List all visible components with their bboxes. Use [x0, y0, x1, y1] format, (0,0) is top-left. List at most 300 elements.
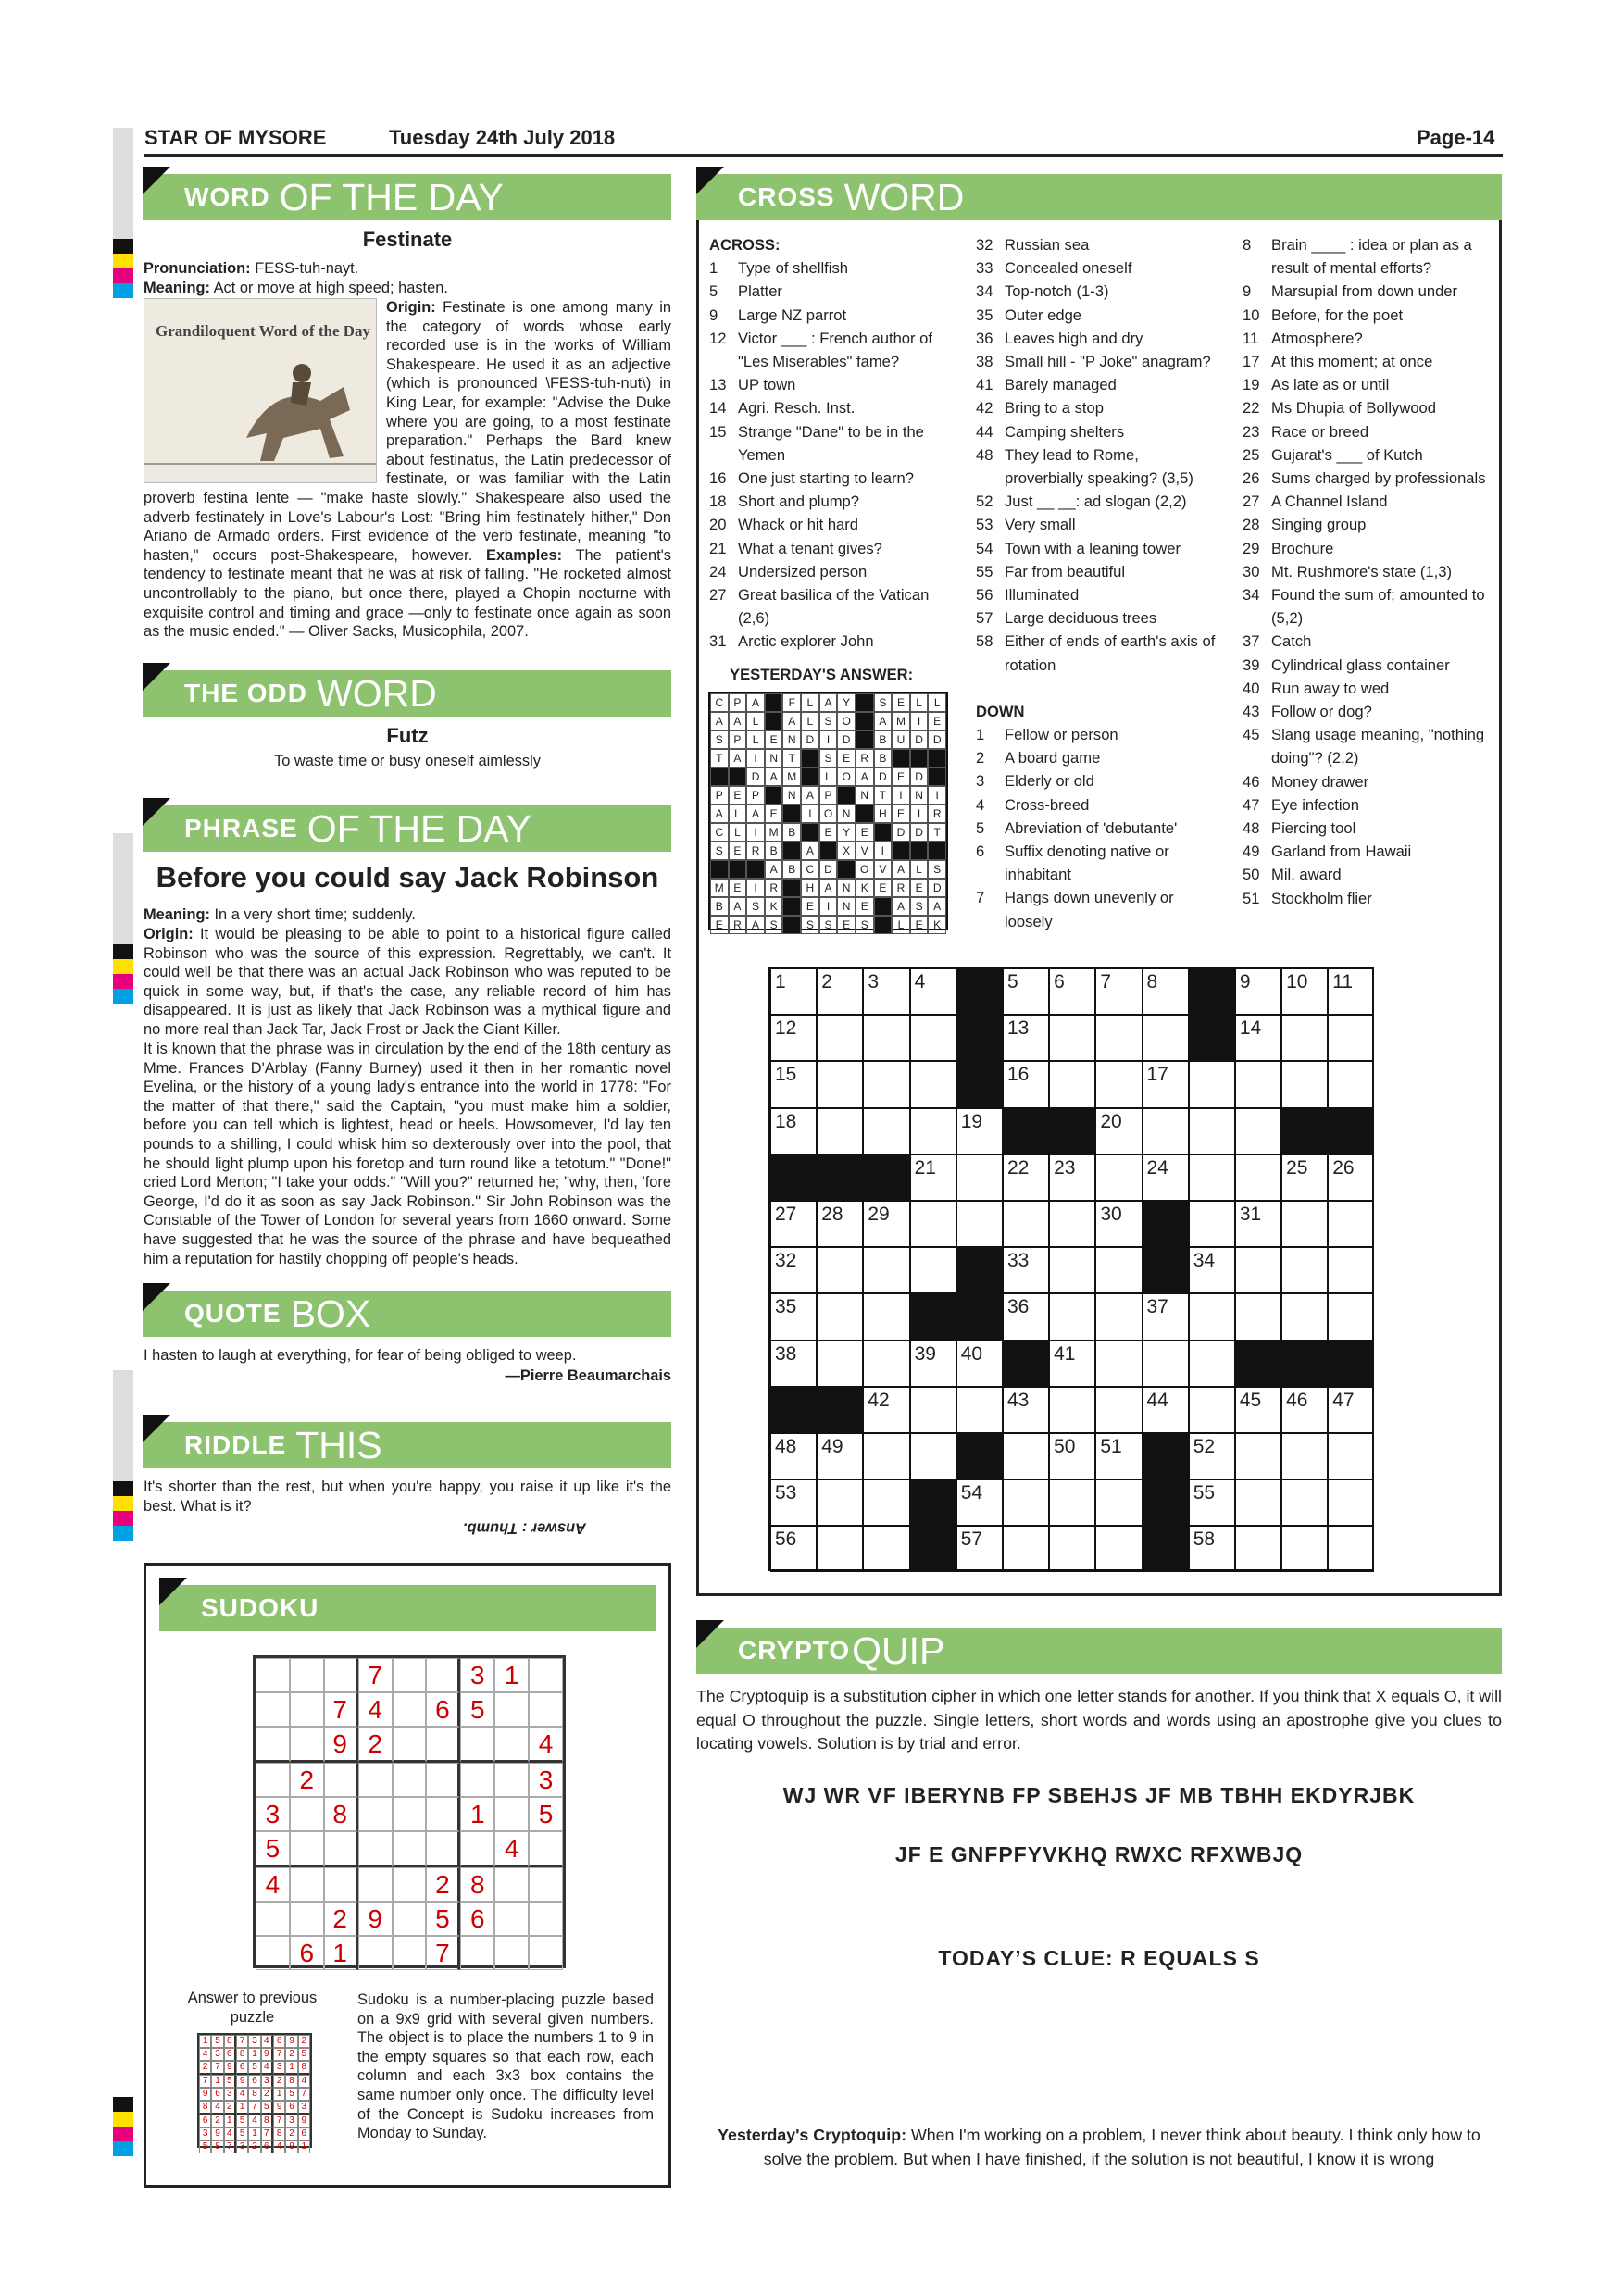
cell-number: 45 [1239, 1389, 1262, 1411]
cryptoquip-intro: The Cryptoquip is a substitution cipher in which one letter stands for another. If you think that X equals O, it will equal O throughout the puzzle. Single letters, short words and words using an apostrophe give you clues to locating vowels. Solution is by trial and error. [696, 1687, 1502, 1753]
sudoku-cell[interactable] [529, 1867, 563, 1902]
answer-cell: E [765, 805, 783, 823]
crossword-cell[interactable] [1003, 1479, 1049, 1526]
crossword-cell[interactable] [1281, 1015, 1328, 1061]
crossword-grid[interactable] [768, 967, 1374, 1571]
crossword-cell[interactable] [1281, 1479, 1328, 1526]
clue-number: 50 [1243, 866, 1260, 884]
sudoku-cell[interactable]: 2 [358, 1727, 393, 1763]
crossword-cell[interactable] [1189, 1061, 1235, 1107]
crossword-cell[interactable] [1003, 1154, 1049, 1201]
crossword-cell[interactable] [817, 1061, 863, 1107]
answer-cell: K [765, 897, 783, 916]
clue-number: 37 [1243, 632, 1260, 651]
sudoku-cell[interactable] [256, 1658, 290, 1692]
sudoku-cell[interactable] [494, 1692, 529, 1727]
crossword-cell[interactable] [817, 1247, 863, 1293]
crossword-cell[interactable] [910, 1247, 956, 1293]
sudoku-cell[interactable] [426, 1797, 460, 1831]
crossword-cell[interactable] [1143, 1293, 1189, 1340]
sudoku-cell[interactable]: 5 [460, 1692, 494, 1727]
crossword-cell[interactable] [817, 1341, 863, 1387]
sudoku-cell[interactable] [393, 1727, 427, 1763]
riddle-banner [143, 1422, 671, 1468]
sudoku-cell[interactable]: 4 [256, 1867, 290, 1902]
previous-answer-cell: 7 [236, 2035, 248, 2048]
sudoku-grid[interactable] [253, 1655, 566, 1968]
crossword-cell[interactable] [1281, 1526, 1328, 1572]
sudoku-cell[interactable] [256, 1727, 290, 1763]
riddle-answer: Answer : Thumb. [463, 1519, 586, 1537]
crossword-cell[interactable] [863, 1387, 909, 1433]
sudoku-cell[interactable] [358, 1831, 393, 1867]
clue-text: Sums charged by professionals [1271, 469, 1486, 488]
sudoku-cell[interactable]: 3 [460, 1658, 494, 1692]
sudoku-cell[interactable]: 5 [426, 1902, 460, 1936]
clue [1243, 723, 1488, 769]
clue [976, 420, 1221, 443]
crossword-cell[interactable] [863, 1061, 909, 1107]
sudoku-cell[interactable]: 7 [426, 1936, 460, 1970]
crossword-cell[interactable] [1189, 1108, 1235, 1154]
previous-answer-cell: 2 [285, 2048, 297, 2061]
clue [1243, 467, 1488, 490]
crossword-cell[interactable] [1328, 1247, 1374, 1293]
crossword-cell[interactable] [956, 1387, 1003, 1433]
previous-answer-cell: 3 [298, 2101, 310, 2115]
crossword-cell[interactable] [817, 1108, 863, 1154]
crossword-cell[interactable] [770, 1433, 817, 1479]
crossword-cell[interactable] [1003, 1247, 1049, 1293]
crossword-cell[interactable] [863, 1479, 909, 1526]
answer-cell [782, 897, 801, 916]
answer-cell [765, 786, 783, 805]
crossword-cell[interactable] [1235, 1201, 1281, 1247]
clue [976, 886, 1221, 932]
crossword-cell[interactable] [1003, 1061, 1049, 1107]
clue-text: One just starting to learn? [738, 469, 915, 488]
crossword-cell[interactable] [770, 1341, 817, 1387]
crossword-cell[interactable] [1003, 1526, 1049, 1572]
crossword-block [910, 1479, 956, 1526]
sudoku-cell[interactable] [358, 1763, 393, 1797]
crossword-cell[interactable] [817, 1479, 863, 1526]
crossword-block [1143, 1247, 1189, 1293]
crossword-cell[interactable] [863, 1293, 909, 1340]
answer-cell: K [856, 879, 874, 897]
clue-text: Eye infection [1271, 795, 1360, 814]
clue-text: Illuminated [1005, 586, 1080, 605]
crossword-cell[interactable] [1328, 1479, 1374, 1526]
crossword-cell[interactable] [956, 1201, 1003, 1247]
crossword-cell[interactable] [910, 968, 956, 1015]
crossword-cell[interactable] [1003, 1293, 1049, 1340]
sudoku-cell[interactable] [460, 1936, 494, 1970]
sudoku-cell[interactable] [529, 1658, 563, 1692]
crossword-cell[interactable] [1189, 1154, 1235, 1201]
clue-number: 34 [976, 282, 993, 301]
crossword-cell[interactable] [1003, 968, 1049, 1015]
crossword-cell[interactable] [1328, 1015, 1374, 1061]
sudoku-cell[interactable] [393, 1658, 427, 1692]
crossword-cell[interactable] [956, 1479, 1003, 1526]
crossword-cell[interactable] [1095, 1526, 1142, 1572]
sudoku-cell[interactable] [324, 1831, 358, 1867]
sudoku-cell[interactable]: 9 [358, 1902, 393, 1936]
crossword-cell[interactable] [1143, 968, 1189, 1015]
sudoku-cell[interactable] [290, 1867, 324, 1902]
sudoku-cell[interactable] [426, 1763, 460, 1797]
sudoku-cell[interactable] [290, 1727, 324, 1763]
crossword-cell[interactable] [1281, 968, 1328, 1015]
crossword-cell[interactable] [1328, 1061, 1374, 1107]
previous-answer-cell: 4 [248, 2115, 260, 2128]
crossword-cell[interactable] [770, 1479, 817, 1526]
sudoku-cell[interactable] [529, 1831, 563, 1867]
crossword-cell[interactable] [770, 1526, 817, 1572]
sudoku-cell[interactable] [290, 1902, 324, 1936]
phrase-history: It is known that the phrase was in circulation by the end of the 18th century as Mme. Frances D'Arblay (Fanny Burney) used it then in her romantic novel Evelina, or the history of a young lady's entrance into the world in 1778: "For the matter of that there," said the Captain, "you must make him a soldier, before you can tell which is lightest, head or heels. Howsomever, I'd lay ten pounds to a shilling, I could whisk him so dexterously over into the pool, that he should light plump upon his foretop and turn round like a tetotum." "Done!" cried Lord Merton; "I take your odds." "Will you?" returned he; "why, then, 'fore George, I'd do it as soon as say Jack Robinson." Sir John Robinson was the Constable of the Tower of London for several years from 1660 onward. Some have suggested that he was the source of the phrase and have bequeathed him a reputation for hastily chopping off people's heads. [144, 1041, 671, 1267]
sudoku-cell[interactable] [290, 1797, 324, 1831]
crossword-cell[interactable] [1235, 1108, 1281, 1154]
sudoku-cell[interactable]: 3 [256, 1797, 290, 1831]
sudoku-cell[interactable] [393, 1867, 427, 1902]
answer-cell: A [746, 693, 765, 712]
sudoku-cell[interactable] [324, 1763, 358, 1797]
answer-cell: R [856, 749, 874, 767]
crossword-cell[interactable] [910, 1061, 956, 1107]
crossword-cell[interactable] [1189, 1247, 1235, 1293]
crossword-cell[interactable] [1235, 1293, 1281, 1340]
crossword-cell[interactable] [817, 1433, 863, 1479]
crossword-cell[interactable] [1281, 1387, 1328, 1433]
crossword-cell[interactable] [817, 1526, 863, 1572]
clue-text: Atmosphere? [1271, 329, 1363, 347]
sudoku-cell[interactable] [393, 1797, 427, 1831]
crossword-cell[interactable] [863, 968, 909, 1015]
crossword-cell[interactable] [910, 1387, 956, 1433]
sudoku-cell[interactable] [290, 1831, 324, 1867]
crossword-cell[interactable] [1049, 1433, 1095, 1479]
crossword-cell[interactable] [1328, 1433, 1374, 1479]
previous-answer-cell: 7 [273, 2115, 285, 2128]
clue [1243, 420, 1488, 443]
sudoku-cell[interactable] [358, 1867, 393, 1902]
crossword-cell[interactable] [1143, 1154, 1189, 1201]
clue-text: They lead to Rome, proverbially speaking? (3,5) [1005, 445, 1193, 488]
sudoku-cell[interactable] [460, 1763, 494, 1797]
crossword-cell[interactable] [1143, 1387, 1189, 1433]
crossword-cell[interactable] [1003, 1387, 1049, 1433]
crossword-cell[interactable] [1049, 1479, 1095, 1526]
answer-cell: S [710, 730, 729, 749]
sudoku-cell[interactable] [358, 1797, 393, 1831]
crossword-cell[interactable] [1281, 1061, 1328, 1107]
crossword-block [1143, 1526, 1189, 1572]
previous-answer-cell: 6 [285, 2101, 297, 2115]
crossword-cell[interactable] [910, 1433, 956, 1479]
clue-text: Run away to wed [1271, 679, 1390, 697]
banner-label: PHRASE [184, 814, 298, 842]
banner-corner [696, 167, 724, 194]
sudoku-cell[interactable] [494, 1936, 529, 1970]
sudoku-cell[interactable]: 5 [256, 1831, 290, 1867]
crossword-cell[interactable] [1235, 1015, 1281, 1061]
sudoku-cell[interactable] [529, 1692, 563, 1727]
sudoku-cell[interactable]: 7 [358, 1658, 393, 1692]
crossword-cell[interactable] [910, 1015, 956, 1061]
crossword-cell[interactable] [1095, 1433, 1142, 1479]
sudoku-cell[interactable]: 7 [324, 1692, 358, 1727]
cell-number: 57 [960, 1529, 983, 1551]
sudoku-cell[interactable]: 5 [529, 1797, 563, 1831]
sudoku-cell[interactable]: 3 [529, 1763, 563, 1797]
crossword-cell[interactable] [1235, 968, 1281, 1015]
crossword-cell[interactable] [1003, 1015, 1049, 1061]
crossword-cell[interactable] [1328, 1526, 1374, 1572]
quote-text: I hasten to laugh at everything, for fear of being obliged to weep. [144, 1347, 577, 1364]
sudoku-cell[interactable]: 4 [358, 1692, 393, 1727]
sudoku-cell[interactable]: 8 [460, 1867, 494, 1902]
crossword-cell[interactable] [1189, 1387, 1235, 1433]
crossword-cell[interactable] [1281, 1247, 1328, 1293]
sudoku-cell[interactable]: 8 [324, 1797, 358, 1831]
crossword-cell[interactable] [1235, 1154, 1281, 1201]
sudoku-cell[interactable] [324, 1658, 358, 1692]
sudoku-cell[interactable]: 1 [460, 1797, 494, 1831]
answer-cell: I [874, 842, 893, 860]
sudoku-cell[interactable] [393, 1936, 427, 1970]
crossword-cell[interactable] [1235, 1247, 1281, 1293]
crossword-cell[interactable] [1095, 1201, 1142, 1247]
sudoku-cell[interactable] [290, 1692, 324, 1727]
sudoku-cell[interactable] [393, 1763, 427, 1797]
clue-number: 24 [709, 562, 727, 580]
crossword-cell[interactable] [1189, 1479, 1235, 1526]
crossword-cell[interactable] [1189, 1293, 1235, 1340]
crossword-cell[interactable] [1095, 1293, 1142, 1340]
crossword-block [956, 1433, 1003, 1479]
crossword-cell[interactable] [1049, 1293, 1095, 1340]
sudoku-cell[interactable] [460, 1727, 494, 1763]
previous-answer-cell: 6 [211, 2088, 223, 2101]
crossword-cell[interactable] [1189, 1201, 1235, 1247]
crossword-cell[interactable] [1003, 1433, 1049, 1479]
sudoku-cell[interactable] [393, 1902, 427, 1936]
crossword-cell[interactable] [1095, 1247, 1142, 1293]
previous-answer-cell: 5 [199, 2140, 211, 2153]
crossword-cell[interactable] [1189, 1433, 1235, 1479]
crossword-cell[interactable] [1235, 1433, 1281, 1479]
cell-number: 43 [1006, 1389, 1030, 1411]
sudoku-cell[interactable] [256, 1902, 290, 1936]
previous-answer-cell: 4 [298, 2075, 310, 2088]
crossword-cell[interactable] [1095, 1154, 1142, 1201]
crossword-cell[interactable] [817, 1201, 863, 1247]
sudoku-cell[interactable] [529, 1936, 563, 1970]
crossword-cell[interactable] [1049, 1387, 1095, 1433]
crossword-cell[interactable] [1095, 1015, 1142, 1061]
answer-cell: A [874, 712, 893, 730]
sudoku-cell[interactable]: 2 [290, 1763, 324, 1797]
sudoku-cell[interactable]: 1 [494, 1658, 529, 1692]
sudoku-cell[interactable] [256, 1763, 290, 1797]
crossword-cell[interactable] [1143, 1061, 1189, 1107]
crossword-cell[interactable] [1189, 1341, 1235, 1387]
crossword-cell[interactable] [1095, 1061, 1142, 1107]
crossword-cell[interactable] [770, 1108, 817, 1154]
answer-cell: E [729, 786, 747, 805]
sudoku-cell[interactable] [494, 1902, 529, 1936]
previous-answer-cell: 4 [261, 2035, 273, 2048]
crossword-cell[interactable] [817, 1015, 863, 1061]
crossword-cell[interactable] [910, 1341, 956, 1387]
crossword-cell[interactable] [770, 1015, 817, 1061]
previous-answer-cell: 2 [199, 2061, 211, 2075]
crossword-cell[interactable] [770, 1247, 817, 1293]
crossword-cell[interactable] [1235, 1479, 1281, 1526]
sudoku-cell[interactable] [494, 1727, 529, 1763]
clue [709, 280, 941, 303]
crossword-cell[interactable] [770, 1293, 817, 1340]
sudoku-cell[interactable] [426, 1727, 460, 1763]
sudoku-cell[interactable] [460, 1831, 494, 1867]
crossword-cell[interactable] [956, 1341, 1003, 1387]
crossword-cell[interactable] [1049, 1526, 1095, 1572]
crossword-cell[interactable] [1095, 1108, 1142, 1154]
sudoku-cell[interactable] [529, 1902, 563, 1936]
crossword-cell[interactable] [1049, 1341, 1095, 1387]
sudoku-cell[interactable] [494, 1797, 529, 1831]
sudoku-cell[interactable]: 1 [324, 1936, 358, 1970]
crossword-cell[interactable] [863, 1526, 909, 1572]
sudoku-cell[interactable]: 6 [460, 1902, 494, 1936]
across-heading: ACROSS: [709, 236, 781, 254]
answer-cell: U [892, 730, 910, 749]
crossword-cell[interactable] [863, 1108, 909, 1154]
crossword-cell[interactable] [1049, 1061, 1095, 1107]
crossword-cell[interactable] [1049, 1154, 1095, 1201]
illustration-title: Grandiloquent Word of the Day [156, 322, 371, 340]
answer-cell: B [782, 860, 801, 879]
sudoku-cell[interactable] [290, 1658, 324, 1692]
crossword-cell[interactable] [1281, 1201, 1328, 1247]
crossword-cell[interactable] [1049, 968, 1095, 1015]
crossword-cell[interactable] [1143, 1341, 1189, 1387]
crossword-cell[interactable] [1328, 1201, 1374, 1247]
previous-answer-cell: 7 [298, 2088, 310, 2101]
crossword-cell[interactable] [1328, 1387, 1374, 1433]
sudoku-cell[interactable] [256, 1692, 290, 1727]
crossword-cell[interactable] [1049, 1201, 1095, 1247]
sudoku-cell[interactable] [393, 1831, 427, 1867]
clue-text: Short and plump? [738, 493, 859, 511]
crossword-cell[interactable] [1095, 968, 1142, 1015]
crossword-cell[interactable] [1328, 968, 1374, 1015]
crossword-cell[interactable] [1095, 1387, 1142, 1433]
crossword-cell[interactable] [863, 1201, 909, 1247]
crossword-cell[interactable] [1143, 1015, 1189, 1061]
crossword-cell[interactable] [1328, 1293, 1374, 1340]
crossword-cell[interactable] [1049, 1247, 1095, 1293]
crossword-cell[interactable] [956, 1108, 1003, 1154]
crossword-cell[interactable] [1328, 1154, 1374, 1201]
crossword-cell[interactable] [1235, 1061, 1281, 1107]
crossword-block [956, 1015, 1003, 1061]
clue [976, 233, 1221, 256]
clue-number: 5 [709, 282, 718, 301]
crossword-cell[interactable] [770, 1061, 817, 1107]
crossword-cell[interactable] [956, 1526, 1003, 1572]
crossword-cell[interactable] [863, 1015, 909, 1061]
sudoku-cell[interactable]: 9 [324, 1727, 358, 1763]
crossword-cell[interactable] [1235, 1387, 1281, 1433]
crossword-cell[interactable] [1003, 1201, 1049, 1247]
crossword-cell[interactable] [863, 1433, 909, 1479]
crossword-cell[interactable] [770, 1201, 817, 1247]
print-bar [113, 2141, 133, 2156]
sudoku-cell[interactable]: 6 [426, 1692, 460, 1727]
answer-cell: L [801, 712, 819, 730]
clue-text: Just __ __: ad slogan (2,2) [1005, 493, 1187, 511]
crossword-cell[interactable] [1235, 1526, 1281, 1572]
crossword-cell[interactable] [1143, 1108, 1189, 1154]
sudoku-cell[interactable]: 4 [494, 1831, 529, 1867]
sudoku-cell[interactable] [426, 1831, 460, 1867]
crossword-cell[interactable] [770, 968, 817, 1015]
answer-cell: S [765, 916, 783, 934]
answer-cell: S [746, 897, 765, 916]
crossword-cell[interactable] [1095, 1479, 1142, 1526]
sudoku-cell[interactable] [494, 1763, 529, 1797]
crossword-cell[interactable] [910, 1201, 956, 1247]
crossword-cell[interactable] [1281, 1293, 1328, 1340]
clue [709, 327, 941, 373]
sudoku-cell[interactable] [324, 1867, 358, 1902]
sudoku-cell[interactable] [393, 1692, 427, 1727]
sudoku-cell[interactable] [426, 1658, 460, 1692]
crossword-cell[interactable] [910, 1108, 956, 1154]
clue [976, 256, 1221, 280]
crossword-cell[interactable] [863, 1341, 909, 1387]
crossword-cell[interactable] [910, 1154, 956, 1201]
sudoku-cell[interactable]: 2 [324, 1902, 358, 1936]
answer-cell: P [729, 730, 747, 749]
sudoku-cell[interactable]: 6 [290, 1936, 324, 1970]
crossword-cell[interactable] [1281, 1154, 1328, 1201]
crossword-cell[interactable] [817, 968, 863, 1015]
sudoku-cell[interactable] [494, 1867, 529, 1902]
crossword-cell[interactable] [1049, 1015, 1095, 1061]
clue-text: What a tenant gives? [738, 539, 882, 557]
previous-answer-cell: 9 [199, 2088, 211, 2101]
clue [709, 256, 941, 280]
crossword-cell[interactable] [817, 1293, 863, 1340]
sudoku-cell[interactable] [358, 1936, 393, 1970]
crossword-cell[interactable] [1189, 1526, 1235, 1572]
crossword-cell[interactable] [1281, 1433, 1328, 1479]
clue-number: 33 [976, 259, 993, 278]
sudoku-cell[interactable] [256, 1936, 290, 1970]
sudoku-cell[interactable]: 4 [529, 1727, 563, 1763]
previous-answer-cell: 1 [224, 2115, 236, 2128]
sudoku-cell[interactable]: 2 [426, 1867, 460, 1902]
crossword-cell[interactable] [1095, 1341, 1142, 1387]
crossword-cell[interactable] [956, 1154, 1003, 1201]
banner-corner [143, 1415, 170, 1442]
answer-cell: F [782, 693, 801, 712]
crossword-cell[interactable] [863, 1247, 909, 1293]
